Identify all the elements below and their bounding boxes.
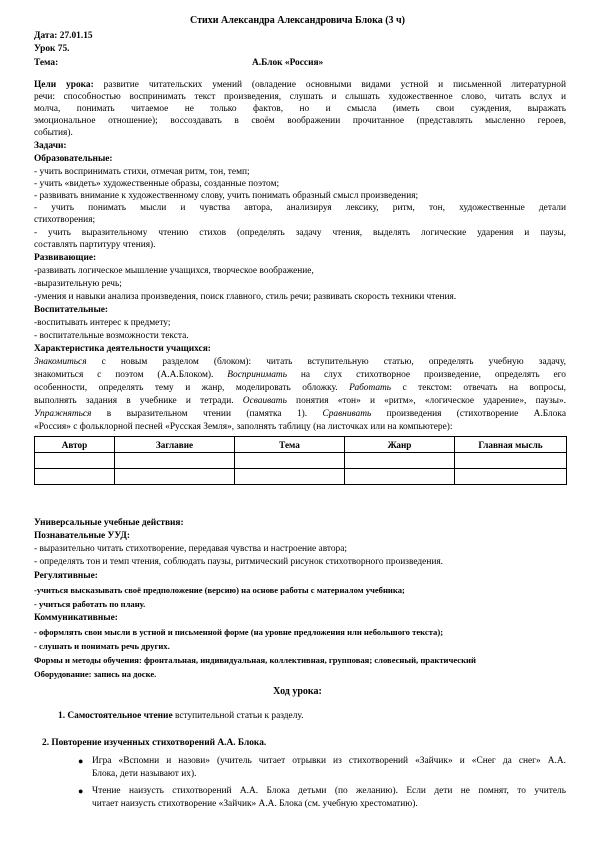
table-cell: [115, 469, 235, 485]
goals-line-3: молча, понимать читаемое не только фактов, но и смысла (иметь свои суждения, выражать: [34, 104, 566, 114]
bullet-item-line: Чтение наизусть стихотворений А.А. Блока детьми (по желанию). Если дети не помнят, то учитель: [92, 786, 566, 796]
goals-label: Цели урока:: [34, 80, 94, 90]
table-header-cell: Жанр: [345, 437, 455, 453]
tasks-heading: Задачи:: [34, 141, 67, 151]
goals-line-2: речи: способностью воспринимать текст произведения, слушать и слышать художественное слово, читать вслух и: [34, 92, 566, 102]
educational-item: - развивать внимание к художественному слову, учить понимать образный смысл произведения;: [34, 191, 419, 201]
communicative-item: - слушать и понимать речь других.: [34, 641, 170, 651]
activity-heading: Характеристика деятельности учащихся:: [34, 344, 211, 354]
table-cell: [35, 469, 115, 485]
bullet-item-line: Игра «Вспомни и назови» (учитель читает отрывки из стихотворений «Зайчик» и «Снег да снег» А.А.: [92, 756, 566, 766]
table-cell: [235, 453, 345, 469]
upbringing-heading: Воспитательные:: [34, 305, 109, 315]
course-heading: Ход урока:: [273, 686, 322, 697]
developing-item: -умения и навыки анализа произведения, поиск главного, стиль речи; развивать скорость техники чтения.: [34, 292, 457, 302]
educational-item: - учить понимать мысли и чувства автора, анализируя лексику, ритм, тон, художественные детали: [34, 203, 566, 213]
educational-item: составлять партитуру чтения).: [34, 240, 156, 250]
equipment: Оборудование: запись на доске.: [34, 669, 157, 679]
table-cell: [455, 469, 567, 485]
educational-item: - учить выразительному чтению стихов (определять задачу чтения, выделять логические ударения и паузы,: [34, 228, 566, 238]
step-2: 2. Повторение изученных стихотворений А.А. Блока.: [42, 738, 267, 748]
document-title: Стихи Александра Александровича Блока (3 ч): [189, 15, 406, 26]
upbringing-item: - воспитательные возможности текста.: [34, 331, 189, 341]
lesson-date: Дата: 27.01.15: [34, 31, 93, 41]
table-cell: [235, 469, 345, 485]
table-header-cell: Тема: [235, 437, 345, 453]
step-1: 1. Самостоятельное чтение вступительной статьи к разделу.: [58, 711, 304, 721]
educational-item: стихотворения;: [34, 215, 96, 225]
lesson-number: Урок 75.: [34, 44, 70, 54]
table-header-cell: Автор: [35, 437, 115, 453]
developing-heading: Развивающие:: [34, 253, 97, 263]
table-header-cell: Заглавие: [115, 437, 235, 453]
table-cell: [35, 453, 115, 469]
activity-line: особенности, определять тему и жанр, моделировать обложку. Работать с текстом: отвечать на вопросы,: [34, 383, 567, 393]
educational-item: - учить «видеть» художественные образы, созданные поэтом;: [34, 179, 280, 189]
table-row: [35, 453, 567, 469]
cognitive-heading: Познавательные УУД:: [34, 531, 130, 541]
forms-methods: Формы и методы обучения: фронтальная, индивидуальная, коллективная, групповая; словесный, практический: [34, 655, 476, 665]
table-cell: [455, 453, 567, 469]
activity-line: Упражняться в выразительном чтении (памятка 1). Сравнивать произведения (стихотворение А.Блока: [34, 409, 566, 419]
bullet-item-line: Блока, дети называют их).: [92, 769, 197, 779]
table-header-row: [35, 437, 567, 453]
goals-line-4: эмоциональное отношение); воссоздавать в своём воображении прочитанное (представлять мысленно героев,: [34, 116, 566, 126]
regulatory-item: - учиться работать по плану.: [34, 599, 146, 609]
regulatory-heading: Регулятивные:: [34, 571, 98, 581]
activity-line: «Россия» с фольклорной песней «Русская Земля», заполнять таблицу (на листочках или на компьютере):: [34, 422, 453, 432]
developing-item: -развивать логическое мышление учащихся, творческое воображение,: [34, 266, 314, 276]
cognitive-item: - определять тон и темп чтения, соблюдать паузы, ритмический рисунок стихотворного произведения.: [34, 557, 444, 567]
goals-line-5: события).: [34, 128, 73, 138]
table-cell: [345, 469, 455, 485]
developing-item: -выразительную речь;: [34, 279, 122, 289]
bullet-item-line: читает наизусть стихотворение «Зайчик» А.А. Блока (см. учебную хрестоматию).: [92, 799, 418, 809]
uud-heading: Универсальные учебные действия:: [34, 518, 184, 528]
activity-line: знакомиться с поэтом (А.А.Блоком). Воспринимать на слух стихотворное произведение, определять его: [34, 370, 566, 380]
activity-line: выполнять задания в учебнике и тетради. Осваивать понятия «тон» и «ритм», «логическое ударение», паузы».: [34, 396, 566, 406]
bullet-icon: ●: [78, 756, 84, 766]
table-cell: [115, 453, 235, 469]
upbringing-item: -воспитывать интерес к предмету;: [34, 318, 171, 328]
cognitive-item: - выразительно читать стихотворение, передавая чувства и настроение автора;: [34, 544, 348, 554]
communicative-item: - оформлять свои мысли в устной и письменной форме (на уровне предложения или небольшого текста);: [34, 627, 444, 637]
comparison-table: [34, 436, 567, 485]
goals-line-1: Цели урока: развитие читательских умений (овладение основными видами устной и письменной литературной: [34, 80, 566, 90]
topic-label: Тема:: [34, 58, 59, 68]
topic-value: А.Блок «Россия»: [252, 58, 324, 68]
table-cell: [345, 453, 455, 469]
table-row: [35, 469, 567, 485]
regulatory-item: -учиться высказывать своё предположение (версию) на основе работы с материалом учебника;: [34, 585, 405, 595]
activity-line: Знакомиться с новым разделом (блоком): читать вступительную статью, определять учебную задачу,: [34, 357, 566, 367]
bullet-icon: ●: [78, 786, 84, 796]
communicative-heading: Коммуникативные:: [34, 613, 118, 623]
table-header-cell: Главная мысль: [455, 437, 567, 453]
educational-heading: Образовательные:: [34, 154, 113, 164]
educational-item: - учить воспринимать стихи, отмечая ритм, тон, темп;: [34, 167, 250, 177]
